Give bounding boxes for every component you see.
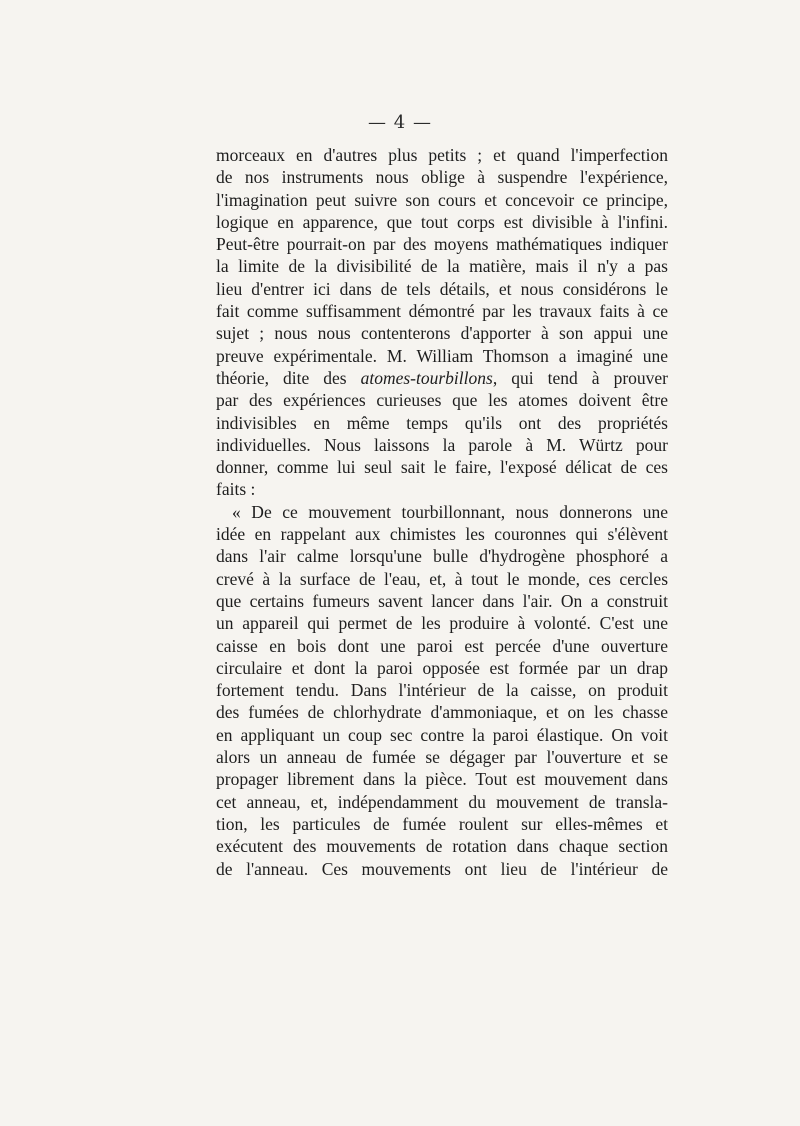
text-line: propager librement dans la pièce. Tout est mouvement dans (216, 769, 668, 790)
text-line: fortement tendu. Dans l'intérieur de la caisse, on produit (216, 680, 668, 701)
italic-term: atomes-tourbillons (360, 367, 493, 388)
text-line: alors un anneau de fumée se dégager par l'ouverture et se (216, 747, 668, 768)
text-line: que certains fumeurs savent lancer dans l'air. On a construit (216, 590, 668, 611)
text-line: tion, les particules de fumée roulent sur elles-mêmes et (216, 813, 668, 834)
text-line: de l'anneau. Ces mouvements ont lieu de l'intérieur de (216, 858, 668, 879)
text-line: dans l'air calme lorsqu'une bulle d'hydrogène phosphoré a (216, 546, 668, 567)
text-line: crevé à la surface de l'eau, et, à tout le monde, ces cercles (216, 568, 668, 589)
text-line: logique en apparence, que tout corps est divisible à l'infini. (216, 211, 668, 232)
text-line: la limite de la divisibilité de la matière, mais il n'y a pas (216, 256, 668, 277)
text-line: de nos instruments nous oblige à suspendre l'expérience, (216, 167, 668, 188)
text-line: sujet ; nous nous contenterons d'apporter à son appui une (216, 323, 668, 344)
text-line: des fumées de chlorhydrate d'ammoniaque, et on les chasse (216, 702, 668, 723)
text-line: caisse en bois dont une paroi est percée d'une ouverture (216, 635, 668, 656)
text-line: preuve expérimentale. M. William Thomson a imaginé une (216, 345, 668, 366)
text-segment: , qui tend à prouver (492, 367, 668, 388)
page-number: — 4 — (368, 112, 432, 133)
text-line: indivisibles en même temps qu'ils ont des propriétés (216, 412, 668, 433)
text-line: par des expériences curieuses que les atomes doivent être (216, 390, 668, 411)
text-segment: théorie, dite des (216, 367, 361, 388)
text-line: idée en rappelant aux chimistes les couronnes qui s'élèvent (216, 524, 668, 545)
text-line: faits : (216, 479, 256, 500)
text-line: un appareil qui permet de les produire à volonté. C'est une (216, 613, 668, 634)
text-line: cet anneau, et, indépendamment du mouvement de transla- (216, 791, 668, 812)
text-line: l'imagination peut suivre son cours et concevoir ce principe, (216, 189, 668, 210)
text-line: lieu d'entrer ici dans de tels détails, et nous considérons le (216, 278, 668, 299)
text-line: « De ce mouvement tourbillonnant, nous donnerons une (232, 501, 668, 522)
text-line: individuelles. Nous laissons la parole à M. Würtz pour (216, 434, 668, 455)
text-line: exécutent des mouvements de rotation dans chaque section (216, 836, 668, 857)
text-line: en appliquant un coup sec contre la paroi élastique. On voit (216, 724, 668, 745)
text-line: circulaire et dont la paroi opposée est formée par un drap (216, 657, 668, 678)
text-line-mixed (216, 367, 668, 389)
text-line: fait comme suffisamment démontré par les travaux faits à ce (216, 301, 668, 322)
text-line: donner, comme lui seul sait le faire, l'exposé délicat de ces (216, 457, 668, 478)
text-line: morceaux en d'autres plus petits ; et quand l'imperfection (216, 145, 668, 165)
text-line: Peut-être pourrait-on par des moyens mathématiques indiquer (216, 234, 668, 255)
body-text (216, 144, 668, 880)
